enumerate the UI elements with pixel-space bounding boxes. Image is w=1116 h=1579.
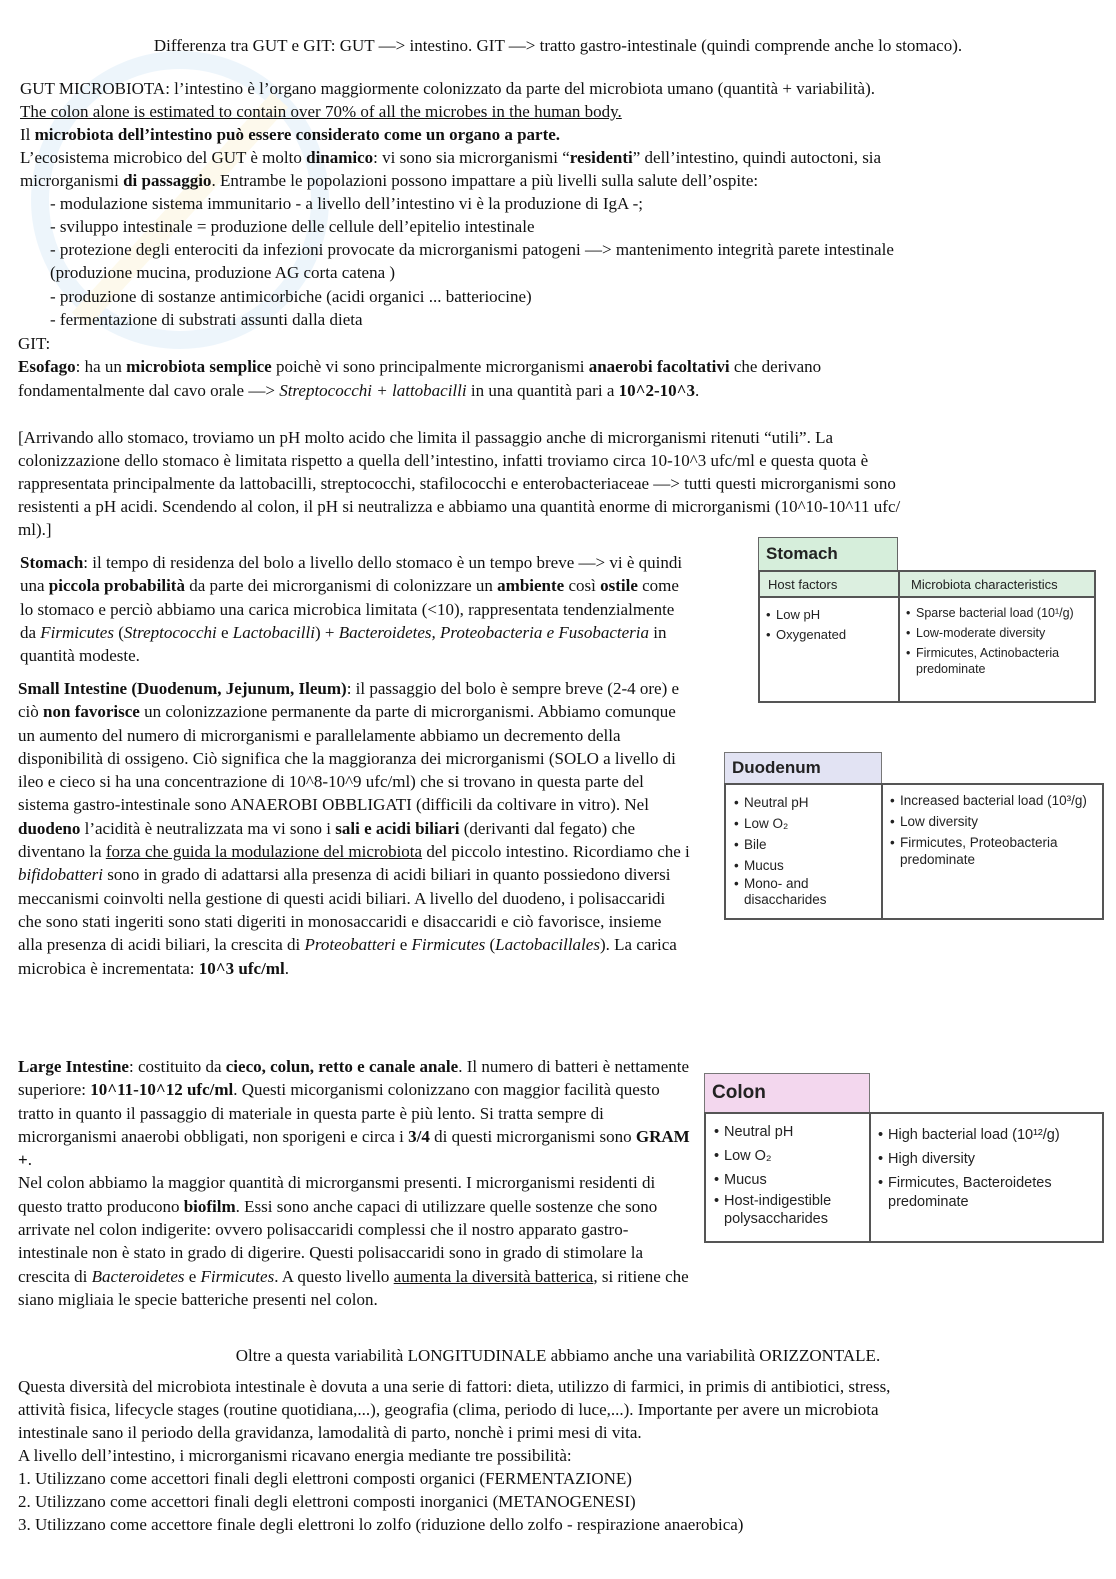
duodenum-table-title: Duodenum (732, 758, 821, 777)
colon-micro-item: • High diversity (878, 1150, 1100, 1169)
gut-bullet-3b: (produzione mucina, produzione AG corta catena ) (50, 263, 396, 282)
colon-host-list (714, 1120, 864, 1228)
gut-line-3: Il microbiota dell’intestino può essere considerato come un organo a parte. (20, 125, 561, 144)
duodenum-host-item: • Low O₂ (734, 813, 874, 834)
duodenum-table (724, 752, 1104, 920)
colon-host-item: • Low O₂ (714, 1144, 864, 1168)
stomach-host-header: Host factors (768, 577, 838, 592)
esofago-line-1: Esofago: ha un microbiota semplice poichè vi sono principalmente microrganismi anaerobi facoltativi che derivano (18, 357, 822, 376)
duodenum-host-item: • Bile (734, 834, 874, 855)
bracket-line-4: resistenti a pH acidi. Scendendo al colon, il pH si neutralizza e abbiamo una quantità enorme di microrganismi (10^10-10^11 ufc/ (18, 497, 901, 516)
outro-line-5: 1. Utilizzano come accettori finali degli elettroni composti organici (FERMENTAZIONE) (18, 1469, 632, 1488)
outro-line-2: attività fisica, lifecycle stages (routine quotidiana,...), geografia (clima, periodo di luce,...). Importante per avere un microbiota (18, 1400, 879, 1419)
duodenum-host-item: • Neutral pH (734, 792, 874, 813)
colon-micro-list (878, 1126, 1100, 1212)
gut-bullet-3: - protezione degli enterociti da infezioni provocate da microrganismi patogeni —> mantenimento integrità parete intestinale (50, 240, 894, 259)
gut-bullet-4: - produzione di sostanze antimicorbiche (acidi organici ... batteriocine) (50, 287, 532, 306)
large-intestine-paragraph: Large Intestine: costituito da cieco, colun, retto e canale anale. Il numero di batteri è nettamente superiore: 10^11-10^12 ufc/ml. Questi micorganismi colonizzano con maggior facilità questo tratto in quanto il passaggio di materiale in questa parte è più lento. Si tratta sempre di microrganismi anaerobi obbligati, non sporigeni e circa i 3/4 di questi microrganismi sono GRAM +. Nel colon abbiamo la maggior quantità di microrgansmi presenti. I microrganismi residenti di questo tratto producono biofilm. Essi sono anche capaci di utilizzare quelle sostenze che sono arrivate nel colon indigerite: ovvero polisaccaridi complessi che il nostro apparato gastro-intestinale non è stato in grado di digerire. Questi polisaccaridi sono in grado di stimolare la crescita di Bacteroidetes e Firmicutes. A questo livello aumenta la diversità batterica, si ritiene che siano migliaia le specie batteriche presenti nel colon. (18, 1057, 690, 1309)
outro-line-6: 2. Utilizzano come accettori finali degli elettroni composti inorganici (METANOGENESI) (18, 1492, 636, 1511)
outro-line-7: 3. Utilizzano come accettore finale degli elettroni lo zolfo (riduzione dello zolfo - respirazione anaerobica) (18, 1515, 744, 1534)
gut-bullet-2: - sviluppo intestinale = produzione delle cellule dell’epitelio intestinale (50, 217, 535, 236)
outro-line-3: intestinale sano il periodo della gravidanza, lamodalità di parto, nonchè i primi mesi di vita. (18, 1423, 642, 1442)
stomach-paragraph: Stomach: il tempo di residenza del bolo a livello dello stomaco è un tempo breve —> vi è quindi una piccola probabilità da parte dei microrganismi di colonizzare un ambiente così ostile come lo stomaco e perciò abbiamo una carica microbica limitata (<10), rappresentata tendenzialmente da Firmicutes (Streptococchi e Lactobacilli) + Bacteroidetes, Proteobacteria e Fusobacteria in quantità modeste. (20, 553, 683, 666)
duodenum-host-item: • Mucus (734, 855, 874, 876)
stomach-micro-item: • Low-moderate diversity (906, 625, 1090, 641)
outro-line-1: Questa diversità del microbiota intestinale è dovuta a una serie di fattori: dieta, utilizzo di farmici, in primis di antibiotici, stress, (18, 1377, 891, 1396)
duodenum-micro-item: • Low diversity (890, 813, 1100, 830)
outro-line-4: A livello dell’intestino, i microrganismi ricavano energia mediante tre possibilità: (18, 1446, 572, 1465)
duodenum-micro-item: • Increased bacterial load (10³/g) (890, 792, 1100, 809)
small-intestine-paragraph: Small Intestine (Duodenum, Jejunum, Ileum): il passaggio del bolo è sempre breve (2-4 ore) e ciò non favorisce un colonizzazione permanente da parte di microrganismi. Abbiamo comunque un aumento del numero di microrganismi e parallelamente abbiamo un decremento della disponibilità di ossigeno. Ciò significa che la maggioranza dei microrganismi (SOLO a livello di ileo e cieco si ha una concentrazione di 10^8-10^9 ufc/ml) che si trovano in questa parte del sistema gastro-intestinale sono ANAEROBI OBBLIGATI (difficili da coltivare in vitro). Nel duodeno l’acidità è neutralizzata ma vi sono i sali e acidi biliari (derivanti dal fegato) che diventano la forza che guida la modulazione del microbiota del piccolo intestino. Ricordiamo che i bifidobatteri sono in grado di adattarsi alla presenza di acidi biliari in quanto possiedono diversi meccanismi coinvolti nella gestione di questi acidi biliari. A livello del duodeno, i polisaccaridi che sono stati ingeriti sono stati digeriti in monosaccaridi e disaccaridi e ciò favorisce, insieme alla presenza di acidi biliari, la crescita di Proteobatteri e Firmicutes (Lactobacillales). La carica microbica è incrementata: 10^3 ufc/ml. (18, 679, 690, 978)
git-label: GIT: (18, 334, 51, 353)
gut-bullet-1: - modulazione sistema immunitario - a livello dell’intestino vi è la produzione di IgA -; (50, 194, 643, 213)
colon-host-item: • Mucus (714, 1168, 864, 1192)
colon-table-title: Colon (712, 1082, 766, 1103)
colon-table (704, 1073, 1104, 1243)
duodenum-host-list (734, 792, 874, 908)
bracket-line-2: colonizzazione dello stomaco è limitata rispetto a quella dell’intestino, infatti troviamo circa 10-10^3 ufc/ml e questa quota è (18, 451, 869, 470)
duodenum-host-item: • Mono- and disaccharides (734, 876, 874, 908)
colon-host-item: • Host-indigestible polysaccharides (714, 1192, 864, 1228)
stomach-table-title: Stomach (766, 544, 838, 563)
gut-line-2: The colon alone is estimated to contain over 70% of all the microbes in the human body. (20, 102, 622, 121)
gut-line-1: GUT MICROBIOTA: l’intestino è l’organo maggiormente colonizzato da parte del microbiota umano (quantità + variabilità). (20, 79, 876, 98)
duodenum-micro-item: • Firmicutes, Proteobacteria predominate (890, 834, 1100, 868)
colon-micro-item: • Firmicutes, Bacteroidetes predominate (878, 1174, 1100, 1212)
gut-bullet-5: - fermentazione di substrati assunti dalla dieta (50, 310, 363, 329)
stomach-micro-header: Microbiota characteristics (911, 577, 1058, 592)
gut-line-4: L’ecosistema microbico del GUT è molto dinamico: vi sono sia microrganismi “residenti” dell’intestino, quindi autoctoni, sia (20, 148, 882, 167)
stomach-micro-item: • Sparse bacterial load (10¹/g) (906, 605, 1090, 621)
stomach-micro-list (906, 605, 1090, 677)
bracket-line-5: ml).] (18, 520, 52, 539)
stomach-host-list (766, 605, 894, 645)
stomach-host-item: • Oxygenated (766, 625, 894, 645)
stomach-table (758, 537, 1096, 703)
outro-center-line: Oltre a questa variabilità LONGITUDINALE abbiamo anche una variabilità ORIZZONTALE. (235, 1346, 881, 1365)
stomach-host-item: • Low pH (766, 605, 894, 625)
colon-micro-item: • High bacterial load (10¹²/g) (878, 1126, 1100, 1145)
gut-line-5: microrganismi di passaggio. Entrambe le popolazioni possono impattare a più livelli sulla salute dell’ospite: (20, 171, 759, 190)
bracket-line-3: rappresentata principalmente da lattobacilli, streptococchi, stafilococchi e enterobacteriaceae —> tutti questi microrganismi sono (18, 474, 896, 493)
bracket-line-1: [Arrivando allo stomaco, troviamo un pH molto acido che limita il passaggio anche di microrganismi ritenuti “utili”. La (18, 428, 834, 447)
diff-line: Differenza tra GUT e GIT: GUT —> intestino. GIT —> tratto gastro-intestinale (quindi comprende anche lo stomaco). (153, 36, 963, 55)
esofago-line-2: fondamentalmente dal cavo orale —> Streptococchi + lattobacilli in una quantità pari a 10^2-10^3. (18, 381, 700, 400)
stomach-micro-item: • Firmicutes, Actinobacteria predominate (906, 645, 1090, 677)
duodenum-micro-list (890, 792, 1100, 868)
colon-host-item: • Neutral pH (714, 1120, 864, 1144)
